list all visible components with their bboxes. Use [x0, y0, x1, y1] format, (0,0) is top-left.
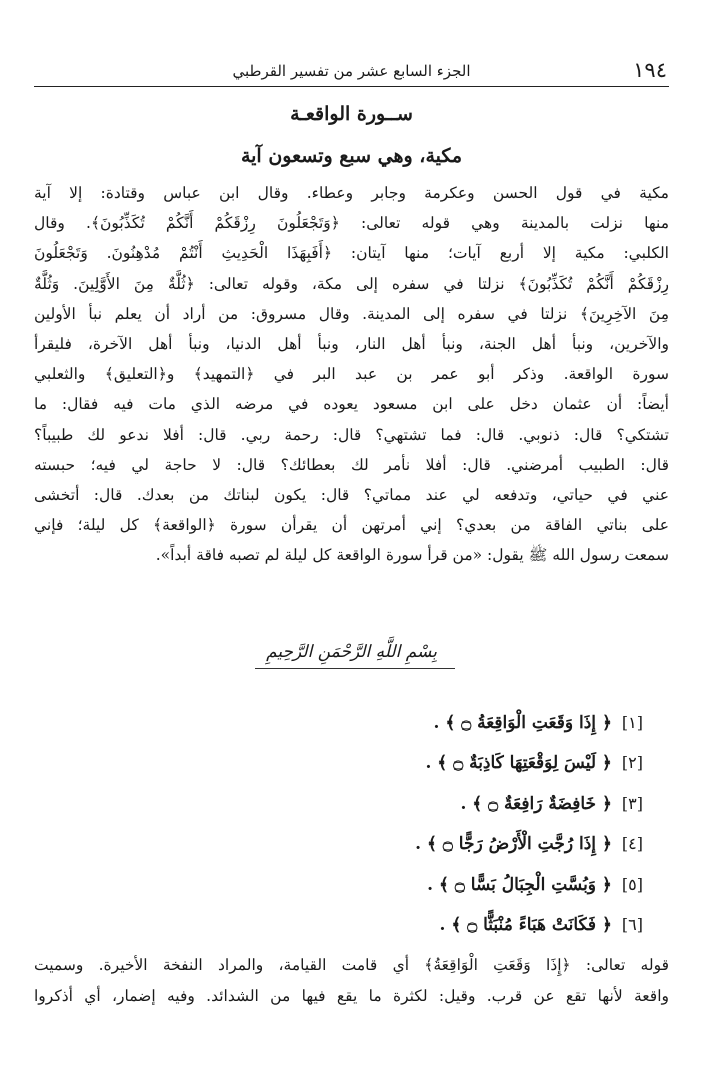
- intro-line: تشتكي؟ قال: ذنوبي. قال: فما تشتهي؟ قال: رحمة ربي. قال: أفلا ندعو لك طبيباً؟: [34, 425, 669, 444]
- verse-text: ﴿ إِذَا رُجَّتِ الْأَرْضُ رَجًّا ۝ ﴾ .: [415, 834, 612, 855]
- commentary-paragraph: [34, 950, 669, 1012]
- intro-line: منها نزلت بالمدينة وهي قوله تعالى: ﴿وَتَجْعَلُونَ رِزْقَكُمْ أَنَّكُمْ تُكَذِّبُونَ﴾. وقال: [34, 214, 669, 233]
- verse-list: [60, 702, 643, 945]
- intro-line: سمعت رسول الله ﷺ يقول: «من قرأ سورة الواقعة كل ليلة لم تصبه فاقة أبداً».: [155, 546, 669, 565]
- verse-item: [60, 824, 643, 865]
- verse-text: ﴿ إِذَا وَقَعَتِ الْوَاقِعَةُ ۝ ﴾ .: [433, 712, 612, 733]
- verse-text: ﴿ لَيْسَ لِوَقْعَتِهَا كَاذِبَةٌ ۝ ﴾ .: [425, 753, 612, 774]
- verse-number: [٣]: [621, 793, 643, 813]
- verse-item: [60, 864, 643, 905]
- verse-number: [١]: [621, 712, 643, 732]
- intro-line: رِزْقَكُمْ أَنَّكُمْ تُكَذِّبُونَ﴾ نزلتا في سفره إلى مكة، وقوله تعالى: ﴿ثُلَّةٌ مِنَ الأَوَّلِينَ. وَثُلَّةٌ: [34, 274, 669, 293]
- intro-line: قال: الطبيب أمرضني. قال: أفلا نأمر لك بعطائك؟ قال: لا حاجة لي فيه؛ حبسته: [34, 455, 669, 474]
- intro-line: عني في حياتي، وتدفعه لي عند مماتي؟ قال: يكون لبناتك من بعدك. قال: أتخشى: [34, 485, 669, 504]
- verse-item: [60, 905, 643, 946]
- verse-number: [٤]: [621, 834, 643, 854]
- header-rule: [34, 86, 669, 87]
- verse-number: [٥]: [621, 874, 643, 894]
- basmala: بِسْمِ اللَّهِ الرَّحْمَنِ الرَّحِيمِ: [266, 642, 437, 662]
- intro-line: الكلبي: مكية إلا أربع آيات؛ منها آيتان: ﴿أَفَبِهَذَا الْحَدِيثِ أَنْتُمْ مُدْهِنُونَ. وَتَجْعَلُونَ: [34, 244, 669, 263]
- intro-line: مكية في قول الحسن وعكرمة وجابر وعطاء. وقال ابن عباس وقتادة: إلا آية: [34, 184, 669, 202]
- running-title: الجزء السابع عشر من تفسير القرطبي: [232, 62, 471, 80]
- intro-paragraph: [34, 178, 669, 570]
- intro-line: على بناتي الفاقة من بعدي؟ إني أمرتهن أن يقرأن سورة ﴿الواقعة﴾ كل ليلة؛ فإني: [34, 516, 669, 535]
- verse-item: [60, 783, 643, 824]
- intro-line: سورة الواقعة. وذكر أبو عمر بن عبد البر في ﴿التمهيد﴾ و﴿التعليق﴾ والثعلبي: [34, 365, 669, 384]
- commentary-line: قوله تعالى: ﴿إِذَا وَقَعَتِ الْوَاقِعَةُ﴾ أي قامت القيامة، والمراد النفخة الأخيرة. وسميت: [34, 956, 669, 974]
- commentary-line: واقعة لأنها تقع عن قرب. وقيل: لكثرة ما يقع فيها من الشدائد. وفيه إضمار، أي أذكروا: [34, 987, 669, 1005]
- verse-text: ﴿ وَبُسَّتِ الْجِبَالُ بَسًّا ۝ ﴾ .: [427, 874, 612, 895]
- basmala-underline: [255, 668, 455, 669]
- page-number: ١٩٤: [633, 58, 667, 82]
- surah-title: ســورة الواقعـة: [290, 103, 413, 125]
- verse-item: [60, 743, 643, 784]
- page-header: [34, 58, 669, 86]
- verse-number: [٦]: [621, 915, 643, 935]
- verse-text: ﴿ فَكَانَتْ هَبَاءً مُنْبَثًّا ۝ ﴾ .: [439, 915, 612, 936]
- intro-line: أيضاً: أن عثمان دخل على ابن مسعود يعوده في مرضه الذي مات فيه فقال: ما: [34, 395, 669, 414]
- intro-line: مِنَ الآخِرِينَ﴾ نزلتا في سفره إلى المدينة. وقال مسروق: من أراد أن يعلم نبأ الأولين: [34, 304, 669, 323]
- verse-number: [٢]: [621, 753, 643, 773]
- verse-text: ﴿ خَافِضَةٌ رَافِعَةٌ ۝ ﴾ .: [460, 793, 612, 814]
- surah-subtitle: مكية، وهي سبع وتسعون آية: [240, 145, 463, 167]
- intro-line: والآخرين، ونبأ أهل الجنة، ونبأ أهل النار، ونبأ أهل الدنيا، ونبأ أهل الآخرة، فليقرأ: [34, 334, 669, 353]
- verse-item: [60, 702, 643, 743]
